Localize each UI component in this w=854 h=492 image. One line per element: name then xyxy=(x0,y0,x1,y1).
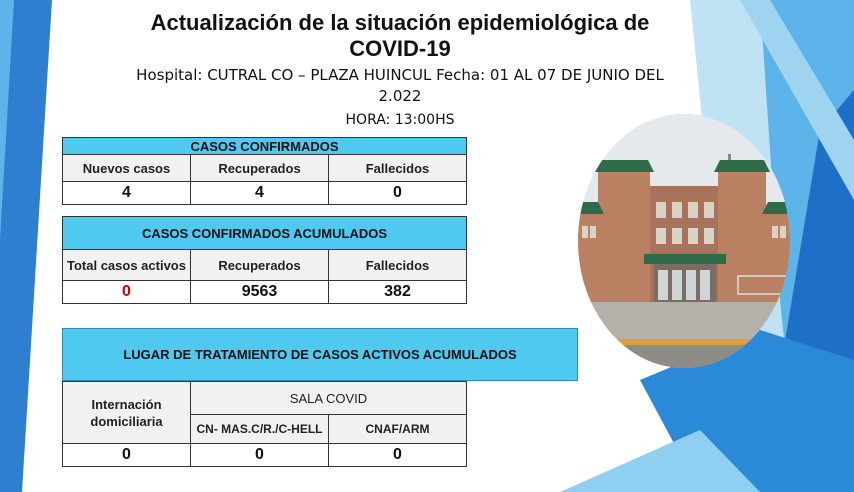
hospital-date-subtitle xyxy=(90,65,710,107)
sala-cn-mas-value: 0 xyxy=(191,444,329,467)
casos-confirmados-title: CASOS CONFIRMADOS xyxy=(63,138,467,155)
acum-fallecidos-value: 382 xyxy=(329,281,467,304)
subtitle-line-1: Hospital: CUTRAL CO – PLAZA HUINCUL Fecha: 01 AL 07 DE JUNIO DEL xyxy=(136,66,664,84)
acum-recuperados-value: 9563 xyxy=(191,281,329,304)
hospital-building-illustration xyxy=(578,114,790,368)
title-line-1: Actualización de la situación epidemiológica de xyxy=(150,10,650,35)
col-acum-recuperados: Recuperados xyxy=(191,250,329,281)
sala-covid-label: SALA COVID xyxy=(191,382,467,415)
casos-acumulados-table xyxy=(62,216,467,304)
title-line-2: COVID-19 xyxy=(349,36,451,61)
sala-cnaf-arm-value: 0 xyxy=(329,444,467,467)
internacion-domiciliaria-label: Internación domiciliaria xyxy=(63,382,191,444)
subtitle-line-2: 2.022 xyxy=(378,87,422,105)
hospital-photo xyxy=(578,114,790,368)
sala-cn-mas-label: CN- MAS.C/R./C-HELL xyxy=(191,415,329,444)
page-title xyxy=(70,10,730,62)
col-recuperados: Recuperados xyxy=(191,155,329,182)
sala-cnaf-arm-label: CNAF/ARM xyxy=(329,415,467,444)
nuevos-casos-value: 4 xyxy=(63,182,191,205)
casos-confirmados-table xyxy=(62,137,467,205)
col-acum-fallecidos: Fallecidos xyxy=(329,250,467,281)
hora-label: HORA: 13:00HS xyxy=(345,112,455,128)
lugar-tratamiento-title: LUGAR DE TRATAMIENTO DE CASOS ACTIVOS ACUMULADOS xyxy=(62,328,578,381)
casos-acumulados-title: CASOS CONFIRMADOS ACUMULADOS xyxy=(63,217,467,250)
fallecidos-value: 0 xyxy=(329,182,467,205)
internacion-value: 0 xyxy=(63,444,191,467)
total-activos-value: 0 xyxy=(63,281,191,304)
col-total-activos: Total casos activos xyxy=(63,250,191,281)
col-fallecidos: Fallecidos xyxy=(329,155,467,182)
recuperados-value: 4 xyxy=(191,182,329,205)
col-nuevos-casos: Nuevos casos xyxy=(63,155,191,182)
lugar-tratamiento-table xyxy=(62,381,467,467)
